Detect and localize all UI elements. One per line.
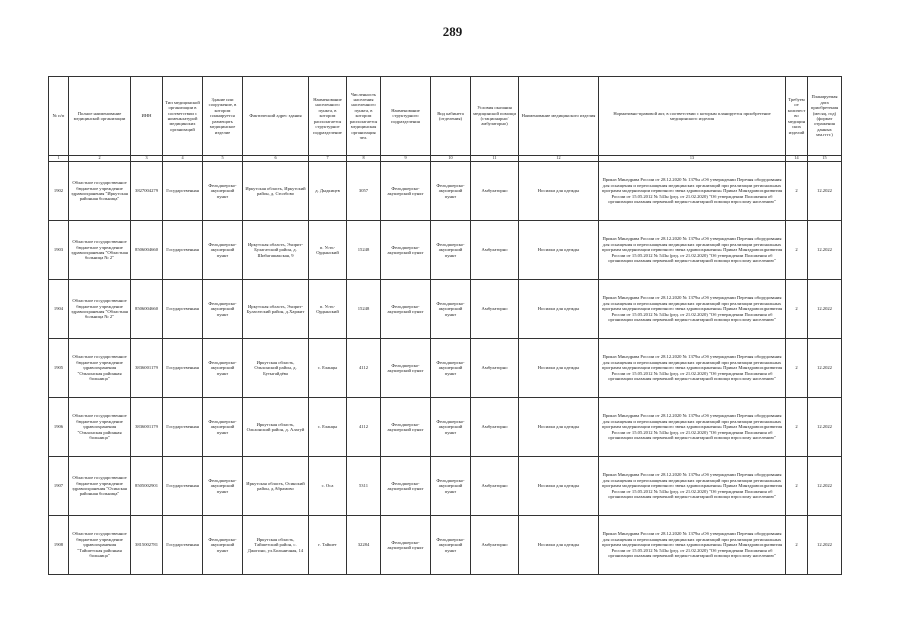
quantity-cell: 2 — [786, 457, 808, 516]
inn-cell: 3836001179 — [131, 398, 163, 457]
row-number-cell: 1905 — [49, 339, 69, 398]
organization-name-cell: Областное государственное бюджетное учреждение здравоохранения "Осинская районная больница" — [69, 457, 131, 516]
population-cell: 4112 — [347, 339, 381, 398]
table-row — [49, 457, 842, 516]
cabinet-type-cell: Фельдшерско-акушерский пункт — [431, 162, 471, 221]
header-cell: ИНН — [131, 77, 163, 156]
table-row — [49, 516, 842, 575]
row-number-cell: 1908 — [49, 516, 69, 575]
subdivision-cell: Фельдшерско-акушерский пункт — [381, 280, 431, 339]
inn-cell: 3836001179 — [131, 339, 163, 398]
care-conditions-cell: Амбулаторно — [471, 221, 519, 280]
column-number: 14 — [786, 156, 808, 162]
column-number: 5 — [203, 156, 243, 162]
settlement-cell: с. Еланцы — [309, 398, 347, 457]
column-number: 7 — [309, 156, 347, 162]
legal-act-cell: Приказ Минздрава России от 28.12.2020 № 1379н «Об утверждении Перечня оборудования для оснащения и переоснащения медицинских организаций при реализации региональных программ модернизации первичного звена здравоохранения» Приказ Минздравсоцразвития России от 15.05.2012 № 543н (ред. от 21.02.2020) "Об утверждении Положения об организации оказания первичной медико-санитарной помощи взрослому населению" — [599, 516, 786, 575]
header-cell: Здание или сооружение, в котором планируется размещать медицинское изделие — [203, 77, 243, 156]
column-number: 9 — [381, 156, 431, 162]
organization-name-cell: Областное государственное бюджетное учреждение здравоохранения "Иркутская районная больница" — [69, 162, 131, 221]
column-number: 8 — [347, 156, 381, 162]
row-number-cell: 1906 — [49, 398, 69, 457]
header-cell: Фактический адрес здания — [243, 77, 309, 156]
subdivision-cell: Фельдшерско-акушерский пункт — [381, 398, 431, 457]
table-row — [49, 398, 842, 457]
device-name-cell: Носилки для одежды — [519, 516, 599, 575]
column-number: 12 — [519, 156, 599, 162]
legal-act-cell: Приказ Минздрава России от 28.12.2020 № 1379н «Об утверждении Перечня оборудования для оснащения и переоснащения медицинских организаций при реализации региональных программ модернизации первичного звена здравоохранения» Приказ Минздравсоцразвития России от 15.05.2012 № 543н (ред. от 21.02.2020) "Об утверждении Положения об организации оказания первичной медико-санитарной помощи взрослому населению" — [599, 162, 786, 221]
quantity-cell: 2 — [786, 162, 808, 221]
organization-type-cell: Государственная — [163, 162, 203, 221]
table-row — [49, 162, 842, 221]
cabinet-type-cell: Фельдшерско-акушерский пункт — [431, 457, 471, 516]
inn-cell: 3827004279 — [131, 162, 163, 221]
header-cell: Полное наименование медицинской организации — [69, 77, 131, 156]
subdivision-cell: Фельдшерско-акушерский пункт — [381, 516, 431, 575]
header-cell: Тип медицинской организации в соответствии с номенклатурой медицинских организаций — [163, 77, 203, 156]
cabinet-type-cell: Фельдшерско-акушерский пункт — [431, 398, 471, 457]
building-cell: Фельдшерско-акушерский пункт — [203, 221, 243, 280]
equipment-table — [48, 76, 842, 575]
building-cell: Фельдшерско-акушерский пункт — [203, 339, 243, 398]
legal-act-cell: Приказ Минздрава России от 28.12.2020 № 1379н «Об утверждении Перечня оборудования для оснащения и переоснащения медицинских организаций при реализации региональных программ модернизации первичного звена здравоохранения» Приказ Минздравсоцразвития России от 15.05.2012 № 543н (ред. от 21.02.2020) "Об утверждении Положения об организации оказания первичной медико-санитарной помощи взрослому населению" — [599, 280, 786, 339]
quantity-cell: 2 — [786, 339, 808, 398]
quantity-cell: 2 — [786, 280, 808, 339]
address-cell: Иркутская область, Ольхонский район, д. Алагуй — [243, 398, 309, 457]
building-cell: Фельдшерско-акушерский пункт — [203, 516, 243, 575]
organization-type-cell: Государственная — [163, 280, 203, 339]
cabinet-type-cell: Фельдшерско-акушерский пункт — [431, 516, 471, 575]
header-cell: Вид кабинета (отделения) — [431, 77, 471, 156]
header-cell: Требуемое количество медицинских изделий — [786, 77, 808, 156]
population-cell: 32284 — [347, 516, 381, 575]
address-cell: Иркутская область, Ольхонский район, д. Бутыгайдёва — [243, 339, 309, 398]
population-cell: 15248 — [347, 221, 381, 280]
quantity-cell: 2 — [786, 516, 808, 575]
purchase-date-cell: 12.2022 — [808, 516, 842, 575]
subdivision-cell: Фельдшерско-акушерский пункт — [381, 339, 431, 398]
device-name-cell: Носилки для одежды — [519, 162, 599, 221]
cabinet-type-cell: Фельдшерско-акушерский пункт — [431, 339, 471, 398]
purchase-date-cell: 12.2022 — [808, 221, 842, 280]
address-cell: Иркутская область, Эхирит-Булагатский район, д. Шибагашакская, 9 — [243, 221, 309, 280]
column-number: 6 — [243, 156, 309, 162]
building-cell: Фельдшерско-акушерский пункт — [203, 162, 243, 221]
population-cell: 4112 — [347, 398, 381, 457]
cabinet-type-cell: Фельдшерско-акушерский пункт — [431, 221, 471, 280]
column-number: 4 — [163, 156, 203, 162]
row-number-cell: 1907 — [49, 457, 69, 516]
organization-name-cell: Областное государственное бюджетное учреждение здравоохранения "Ольхонская районная больница" — [69, 339, 131, 398]
purchase-date-cell: 12.2022 — [808, 280, 842, 339]
settlement-cell: с. Еланцы — [309, 339, 347, 398]
subdivision-cell: Фельдшерско-акушерский пункт — [381, 457, 431, 516]
column-number: 11 — [471, 156, 519, 162]
address-cell: Иркутская область, Эхирит-Булагатский район, д.Харжит — [243, 280, 309, 339]
column-number: 2 — [69, 156, 131, 162]
row-number-cell: 1903 — [49, 221, 69, 280]
care-conditions-cell: Амбулаторно — [471, 516, 519, 575]
care-conditions-cell: Амбулаторно — [471, 162, 519, 221]
organization-type-cell: Государственная — [163, 457, 203, 516]
building-cell: Фельдшерско-акушерский пункт — [203, 280, 243, 339]
legal-act-cell: Приказ Минздрава России от 28.12.2020 № 1379н «Об утверждении Перечня оборудования для оснащения и переоснащения медицинских организаций при реализации региональных программ модернизации первичного звена здравоохранения» Приказ Минздравсоцразвития России от 15.05.2012 № 543н (ред. от 21.02.2020) "Об утверждении Положения об организации оказания первичной медико-санитарной помощи взрослому населению" — [599, 339, 786, 398]
subdivision-cell: Фельдшерско-акушерский пункт — [381, 221, 431, 280]
device-name-cell: Носилки для одежды — [519, 457, 599, 516]
care-conditions-cell: Амбулаторно — [471, 398, 519, 457]
inn-cell: 8506004660 — [131, 221, 163, 280]
settlement-cell: п. Усть-Ордынский — [309, 280, 347, 339]
device-name-cell: Носилки для одежды — [519, 280, 599, 339]
purchase-date-cell: 12.2022 — [808, 339, 842, 398]
address-cell: Иркутская область, Иркутский район, д. Столбово — [243, 162, 309, 221]
row-number-cell: 1902 — [49, 162, 69, 221]
quantity-cell: 2 — [786, 398, 808, 457]
care-conditions-cell: Амбулаторно — [471, 280, 519, 339]
legal-act-cell: Приказ Минздрава России от 28.12.2020 № 1379н «Об утверждении Перечня оборудования для оснащения и переоснащения медицинских организаций при реализации региональных программ модернизации первичного звена здравоохранения» Приказ Минздравсоцразвития России от 15.05.2012 № 543н (ред. от 21.02.2020) "Об утверждении Положения об организации оказания первичной медико-санитарной помощи взрослому населению" — [599, 457, 786, 516]
care-conditions-cell: Амбулаторно — [471, 457, 519, 516]
building-cell: Фельдшерско-акушерский пункт — [203, 457, 243, 516]
organization-type-cell: Государственная — [163, 339, 203, 398]
settlement-cell: г. Тайшет — [309, 516, 347, 575]
header-cell: Численность населения населенного пункта, в котором располагается медицинская организация чел. — [347, 77, 381, 156]
settlement-cell: п. Усть-Ордынский — [309, 221, 347, 280]
inn-cell: 3815002781 — [131, 516, 163, 575]
device-name-cell: Носилки для одежды — [519, 398, 599, 457]
care-conditions-cell: Амбулаторно — [471, 339, 519, 398]
header-cell: Наименование медицинского изделия — [519, 77, 599, 156]
row-number-cell: 1904 — [49, 280, 69, 339]
organization-name-cell: Областное государственное бюджетное учреждение здравоохранения "Областная больница № 2" — [69, 221, 131, 280]
header-cell: Условия оказания медицинской помощи (стационарно/амбулаторно) — [471, 77, 519, 156]
organization-type-cell: Государственная — [163, 516, 203, 575]
header-cell: Нормативно-правовой акт, в соответствии с которым планируется приобретение медицинского изделия — [599, 77, 786, 156]
column-number: 3 — [131, 156, 163, 162]
column-number: 13 — [599, 156, 786, 162]
population-cell: 3057 — [347, 162, 381, 221]
table-row — [49, 280, 842, 339]
device-name-cell: Носилки для одежды — [519, 221, 599, 280]
header-cell: Наименование структурного подразделения — [381, 77, 431, 156]
purchase-date-cell: 12.2022 — [808, 398, 842, 457]
device-name-cell: Носилки для одежды — [519, 339, 599, 398]
header-cell: № п/п — [49, 77, 69, 156]
legal-act-cell: Приказ Минздрава России от 28.12.2020 № 1379н «Об утверждении Перечня оборудования для оснащения и переоснащения медицинских организаций при реализации региональных программ модернизации первичного звена здравоохранения» Приказ Минздравсоцразвития России от 15.05.2012 № 543н (ред. от 21.02.2020) "Об утверждении Положения об организации оказания первичной медико-санитарной помощи взрослому населению" — [599, 221, 786, 280]
quantity-cell: 2 — [786, 221, 808, 280]
column-number: 10 — [431, 156, 471, 162]
table-row — [49, 339, 842, 398]
organization-type-cell: Государственная — [163, 398, 203, 457]
organization-type-cell: Государственная — [163, 221, 203, 280]
column-number: 1 — [49, 156, 69, 162]
population-cell: 5311 — [347, 457, 381, 516]
header-cell: Планируемая дата приобретения (месяц, год) (формат отражения данных мм.гггг.) — [808, 77, 842, 156]
building-cell: Фельдшерско-акушерский пункт — [203, 398, 243, 457]
address-cell: Иркутская область, Тайшетский район, с. Джогино, ул.Больничная, 14 — [243, 516, 309, 575]
organization-name-cell: Областное государственное бюджетное учреждение здравоохранения "Областная больница № 2" — [69, 280, 131, 339]
purchase-date-cell: 12.2022 — [808, 162, 842, 221]
header-row — [49, 77, 842, 156]
inn-cell: 8506004660 — [131, 280, 163, 339]
organization-name-cell: Областное государственное бюджетное учреждение здравоохранения "Тайшетская районная больница" — [69, 516, 131, 575]
settlement-cell: д. Дыдкицев — [309, 162, 347, 221]
header-cell: Наименование населенного пункта, в котором располагается структурное подразделение — [309, 77, 347, 156]
population-cell: 15248 — [347, 280, 381, 339]
organization-name-cell: Областное государственное бюджетное учреждение здравоохранения "Ольхонская районная больница" — [69, 398, 131, 457]
page-number: 289 — [442, 24, 463, 39]
address-cell: Иркутская область, Осинский район, д.Абрамово — [243, 457, 309, 516]
purchase-date-cell: 12.2022 — [808, 457, 842, 516]
cabinet-type-cell: Фельдшерско-акушерский пункт — [431, 280, 471, 339]
subdivision-cell: Фельдшерско-акушерский пункт — [381, 162, 431, 221]
legal-act-cell: Приказ Минздрава России от 28.12.2020 № 1379н «Об утверждении Перечня оборудования для оснащения и переоснащения медицинских организаций при реализации региональных программ модернизации первичного звена здравоохранения» Приказ Минздравсоцразвития России от 15.05.2012 № 543н (ред. от 21.02.2020) "Об утверждении Положения об организации оказания первичной медико-санитарной помощи взрослому населению" — [599, 398, 786, 457]
inn-cell: 8505002901 — [131, 457, 163, 516]
settlement-cell: с. Оса — [309, 457, 347, 516]
table-row — [49, 221, 842, 280]
column-number: 15 — [808, 156, 842, 162]
